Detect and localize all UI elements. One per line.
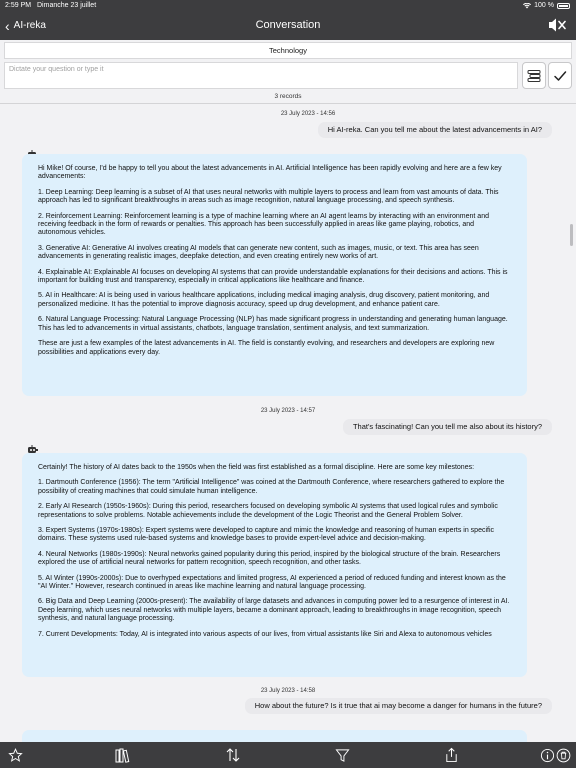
status-bar	[0, 0, 576, 11]
share-button[interactable]	[442, 746, 460, 764]
answer-paragraph: 5. AI Winter (1990s-2000s): Due to overhyped expectations and limited progress, AI experienced a period of reduced funding and interest known as the "AI Winter." However, research continued in areas like machine learning and natural language processing.	[38, 574, 506, 591]
answer-paragraph: 3. Expert Systems (1970s-1980s): Expert systems were developed to capture and mimic the knowledge and reasoning of human experts in specific domains. These systems used rule-based systems and knowledge bases to provide expert-level advice and decision-making.	[38, 527, 495, 543]
sort-button[interactable]	[224, 746, 242, 764]
answer-paragraph: Certainly! The history of AI dates back to the 1950s when the field was first established as a formal discipline. Here are some key milestones:	[38, 464, 475, 471]
library-button[interactable]	[114, 746, 132, 764]
sort-arrows-icon	[225, 747, 241, 763]
books-icon	[115, 748, 131, 763]
answer-paragraph: 4. Neural Networks (1980s-1990s): Neural networks gained popularity during this period, inspired by the biological structure of the brain. Researchers explored the use of artificial neural networks for pattern recognition, speech recognition, and other tasks.	[38, 550, 501, 567]
question-input[interactable]	[4, 62, 518, 89]
share-icon	[444, 747, 459, 763]
funnel-icon	[335, 748, 350, 763]
message-timestamp: 23 July 2023 - 14:57	[260, 408, 316, 414]
bottom-toolbar	[0, 742, 576, 768]
answer-paragraph: 2. Early AI Research (1950s-1960s): During this period, researchers focused on developing symbolic AI systems that used logical rules and symbolic representations to solve problems. Notable achievements include the development of the Logic Theorist and the General Problem Solver.	[38, 503, 498, 519]
status-right	[523, 0, 570, 11]
message-timestamp: 23 July 2023 - 14:58	[260, 688, 316, 694]
trash-icon	[556, 748, 571, 763]
answer-paragraph: 6. Big Data and Deep Learning (2000s-present): The availability of large datasets and advances in computing power led to a resurgence of interest in AI. Deep learning, which uses neural networks with multiple layers, became a dominant approach, leading to breakthroughs in image recognition, speech synthesis, and natural language processing.	[38, 598, 510, 623]
filter-button[interactable]	[333, 746, 351, 764]
answer-paragraph: 7. Current Developments: Today, AI is integrated into various aspects of our lives, from virtual assistants like Siri and Alexa to autonomous vehicles	[38, 630, 492, 638]
info-icon	[540, 748, 555, 763]
star-icon	[8, 748, 23, 763]
battery-icon	[557, 3, 570, 9]
user-message: That's fascinating! Can you tell me also about its history?	[343, 419, 552, 435]
bot-message	[22, 154, 527, 396]
mute-button[interactable]	[548, 17, 566, 33]
back-button[interactable]	[5, 11, 46, 40]
chevron-left-icon: ‹	[5, 17, 10, 34]
message-timestamp: 23 July 2023 - 14:56	[280, 111, 336, 117]
status-date: Dimanche 23 juillet	[37, 2, 97, 9]
status-time: 2:59 PM	[5, 2, 32, 9]
favorite-button[interactable]	[6, 746, 24, 764]
nav-bar	[0, 11, 576, 40]
list-button[interactable]	[522, 62, 546, 89]
answer-paragraph: 6. Natural Language Processing: Natural Language Processing (NLP) has made significant progress in understanding and generating human language. This has led to advancements in virtual assistants, chatbots, language translation, sentiment analysis, and text summarization.	[38, 316, 508, 332]
answer-paragraph: These are just a few examples of the latest advancements in AI. The field is constantly evolving, and researchers and developers are exploring new possibilities and applications every day.	[38, 340, 495, 356]
trash-button[interactable]	[554, 746, 572, 764]
user-message: Hi AI-reka. Can you tell me about the latest advancements in AI?	[318, 122, 552, 138]
wifi-icon	[523, 3, 531, 9]
conversation-list[interactable]	[0, 104, 576, 742]
records-count: 3 records	[274, 93, 302, 100]
confirm-button[interactable]	[548, 62, 572, 89]
page-title: Conversation	[255, 19, 321, 31]
answer-paragraph: 1. Dartmouth Conference (1956): The term "Artificial Intelligence" was coined at the Dartmouth Conference, where researchers gathered to explore the possibility of creating machines that could simulate human intelligence.	[38, 479, 505, 495]
battery-level: 100 %	[534, 2, 554, 9]
checkmark-icon	[553, 69, 567, 83]
bot-message-partial	[22, 730, 527, 742]
answer-paragraph: 2. Reinforcement Learning: Reinforcement learning is a type of machine learning where an AI agent learns by interacting with an environment and receiving feedback in the form of rewards or penalties. This approach has been successfully applied in areas like game playing, robotics, and autonomous vehicles.	[38, 212, 489, 237]
back-label: AI-reka	[13, 20, 46, 31]
answer-paragraph: 5. AI in Healthcare: AI is being used in various healthcare applications, including medical imaging analysis, drug discovery, patient monitoring, and personalized medicine. It has the potential to improve diagnosis accuracy, speed up drug development, and enhance patient care.	[38, 292, 490, 308]
user-message: How about the future? Is it true that ai may become a danger for humans in the future?	[245, 698, 552, 714]
answer-paragraph: Hi Mike! Of course, I'd be happy to tell you about the latest advancements in AI. Artificial Intelligence has been rapidly evolving and here are a few key advancements:	[38, 165, 502, 181]
answer-paragraph: 4. Explainable AI: Explainable AI focuses on developing AI systems that can provide understandable explanations for their decisions and actions. This is important for building trust and transparency, especially in critical applications like healthcare and finance.	[38, 268, 508, 285]
answer-paragraph: 1. Deep Learning: Deep learning is a subset of AI that uses neural networks with multiple layers to process and learn from vast amounts of data. This approach has led to significant breakthroughs in areas such as image recognition, natural language processing, and speech synthesis.	[38, 188, 499, 205]
speaker-mute-icon	[548, 17, 566, 33]
bot-message	[22, 453, 527, 677]
list-icon	[527, 69, 541, 83]
topic-field[interactable]: Technology	[4, 42, 572, 59]
scrollbar-thumb[interactable]	[570, 224, 573, 246]
answer-paragraph: 3. Generative AI: Generative AI involves creating AI models that can generate new content, such as images, music, or text. This area has seen advancements in generating realistic images, deepfake detection, and even creating entirely new works of art.	[38, 244, 479, 261]
